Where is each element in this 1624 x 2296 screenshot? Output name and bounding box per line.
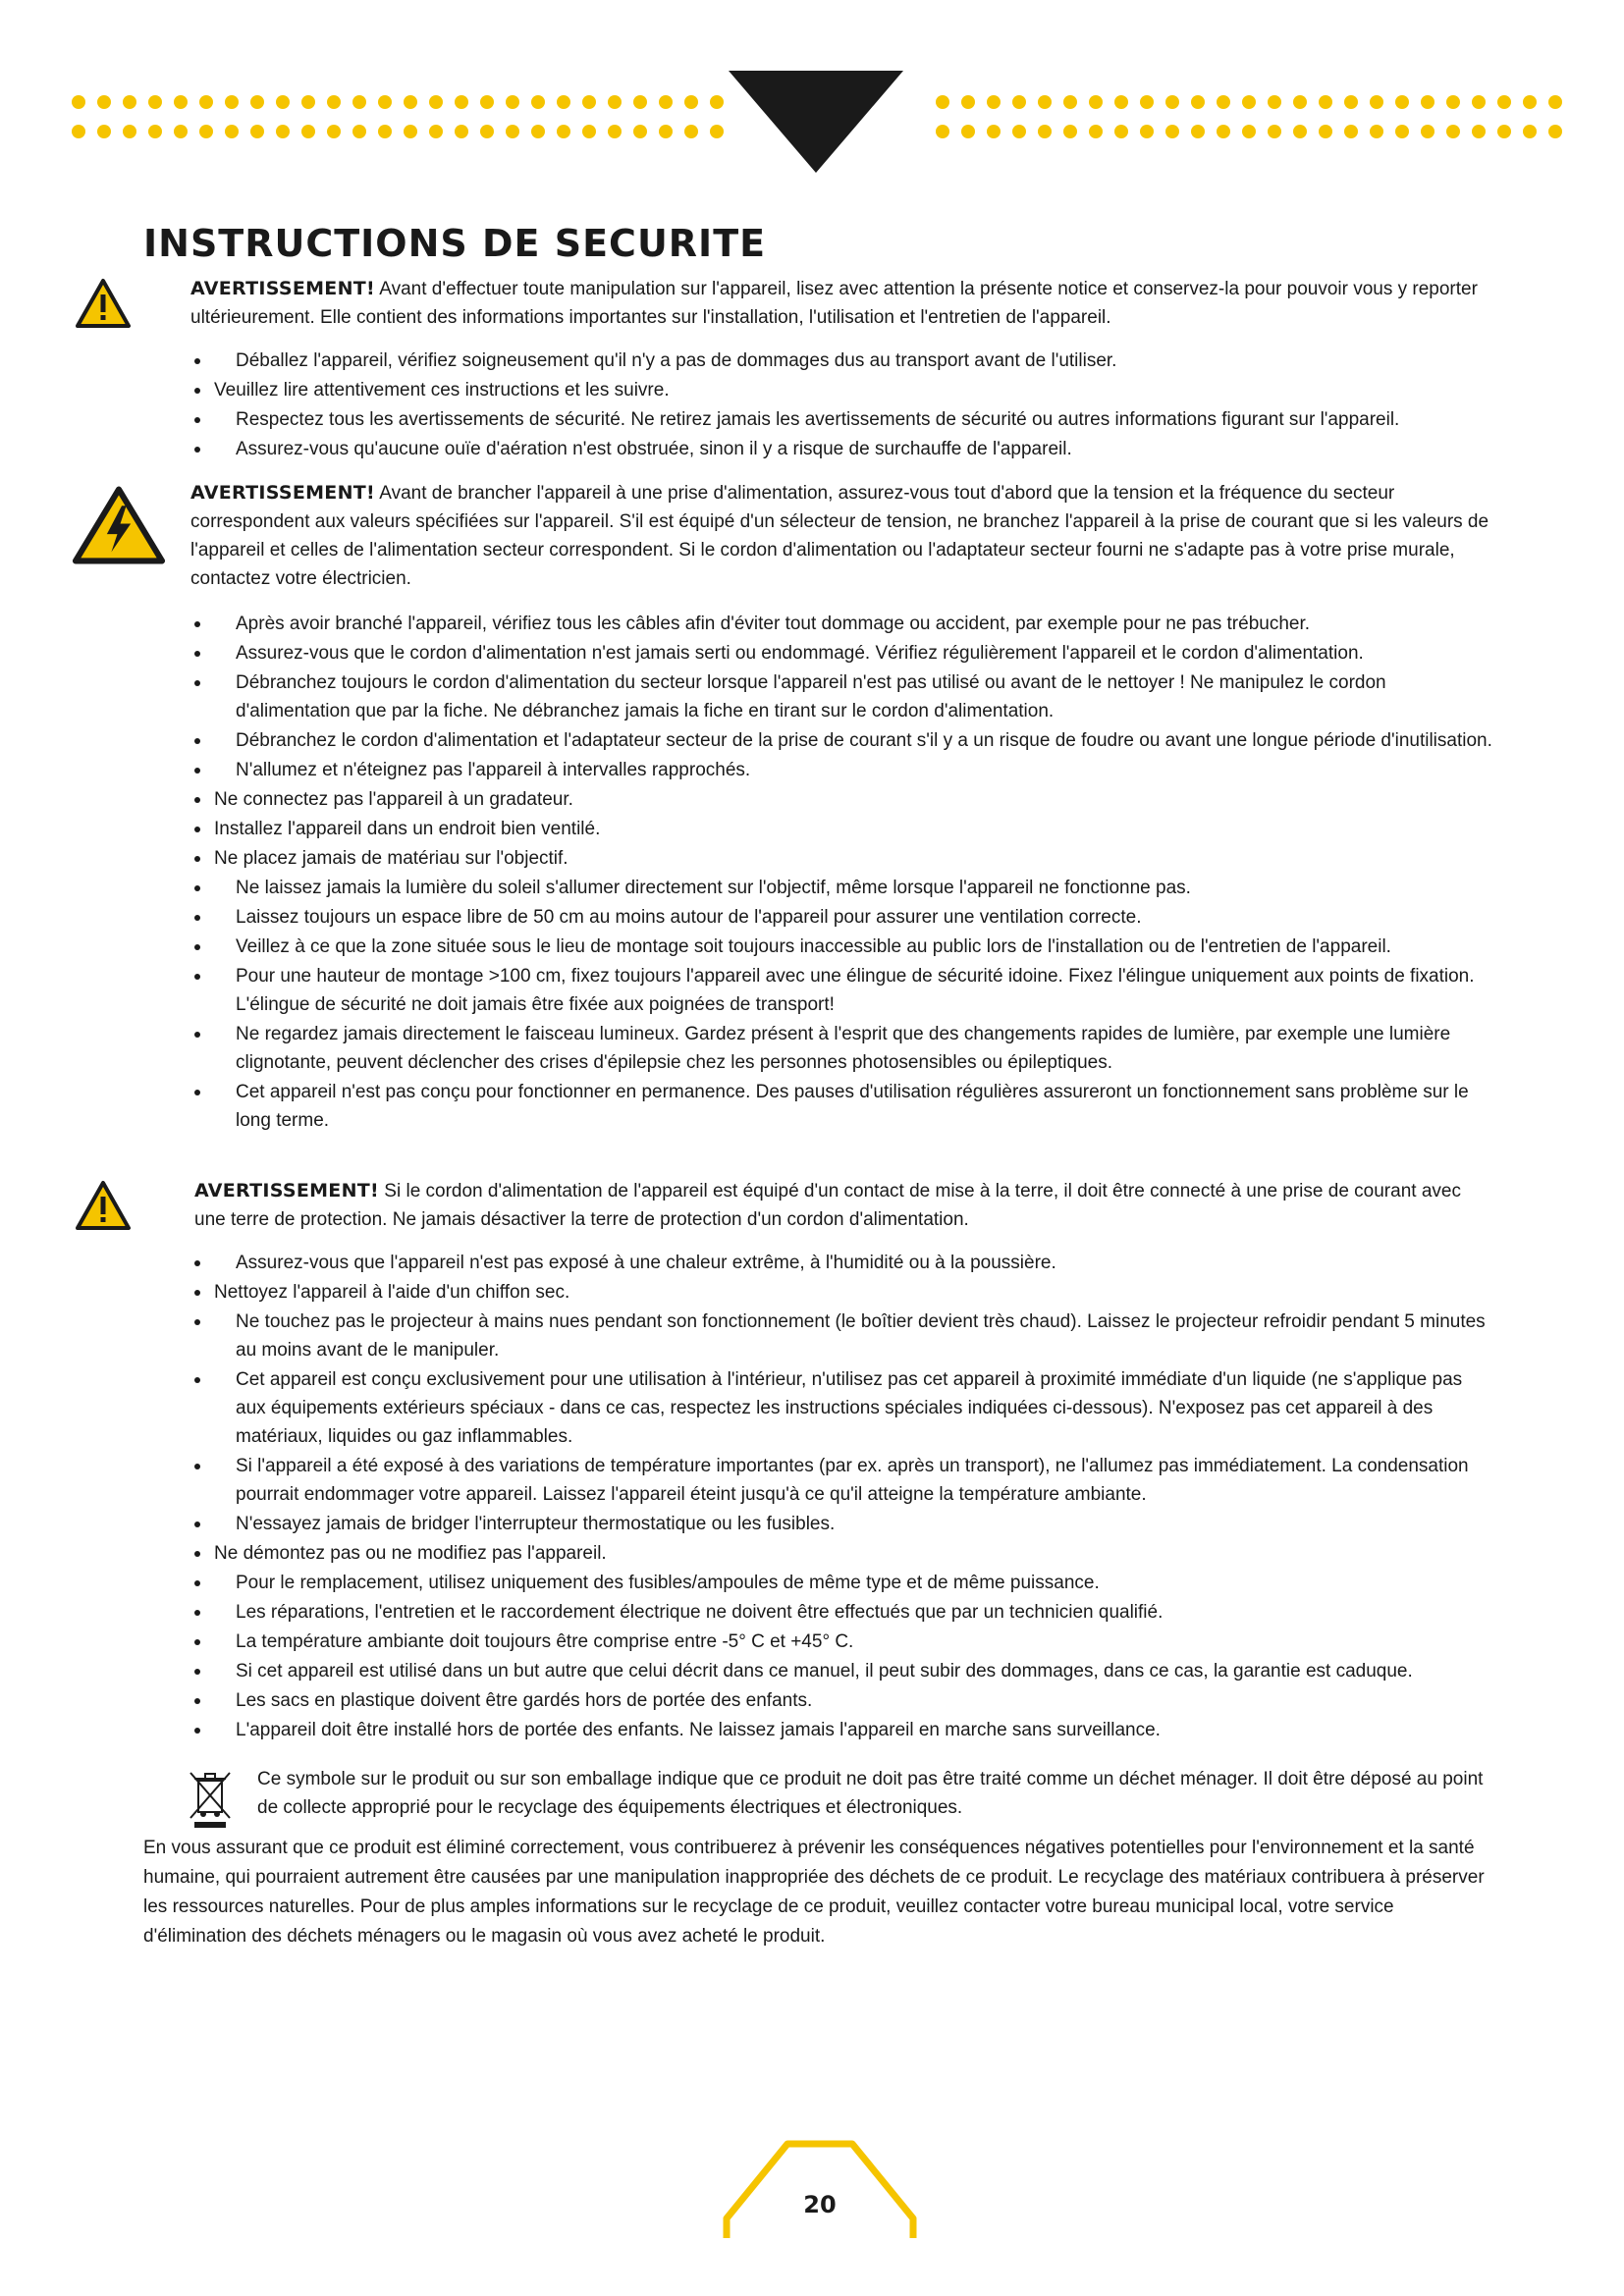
list-item: Respectez tous les avertissements de sécurité. Ne retirez jamais les avertissements de sécurité ou autres informations figurant sur l'appareil.	[190, 405, 1496, 434]
list-item: Veillez à ce que la zone située sous le lieu de montage soit toujours inaccessible au public lors de l'installation ou de l'entretien de l'appareil.	[190, 933, 1496, 961]
footer	[717, 2124, 923, 2242]
list-item: Assurez-vous que l'appareil n'est pas exposé à une chaleur extrême, à l'humidité ou à la poussière.	[190, 1249, 1496, 1277]
list-item: Ne placez jamais de matériau sur l'objectif.	[190, 844, 1496, 873]
warning-text: Avant de brancher l'appareil à une prise d'alimentation, assurez-vous tout d'abord que la tension et la fréquence du secteur correspondent aux valeurs spécifiées sur l'appareil. S'il est équipé d'un sélecteur de tension, ne branchez l'appareil à la prise de courant que si les valeurs de l'appareil et celles de l'alimentation secteur correspondent. Si le cordon d'alimentation ou l'adaptateur secteur fourni ne s'adapte pas à votre prise murale, contactez votre électricien.	[190, 483, 1489, 589]
header-dots-left	[69, 90, 727, 112]
warning-text: Avant d'effectuer toute manipulation sur l'appareil, lisez avec attention la présente notice et conservez-la pour pouvoir vous y reporter ultérieurement. Elle contient des informations importantes sur l'installation, l'utilisation et l'entretien de l'appareil.	[190, 279, 1478, 328]
list-item: Les sacs en plastique doivent être gardés hors de portée des enfants.	[190, 1686, 1496, 1715]
list-item: Pour une hauteur de montage >100 cm, fixez toujours l'appareil avec une élingue de sécurité idoine. Fixez l'élingue uniquement aux points de fixation. L'élingue de sécurité ne doit jamais être fixée aux poignées de transport!	[190, 962, 1496, 1019]
list-item: Ne connectez pas l'appareil à un gradateur.	[190, 785, 1496, 814]
list-item: Si l'appareil a été exposé à des variations de température importantes (par ex. après un transport), ne l'allumez pas immédiatement. La condensation pourrait endommager votre appareil. Laissez l'appareil éteint jusqu'à ce qu'il atteigne la température ambiante.	[190, 1452, 1496, 1509]
list-item: Les réparations, l'entretien et le raccordement électrique ne doivent être effectués que par un technicien qualifié.	[190, 1598, 1496, 1627]
list-item: N'essayez jamais de bridger l'interrupteur thermostatique ou les fusibles.	[190, 1510, 1496, 1538]
list-item: Débranchez toujours le cordon d'alimentation du secteur lorsque l'appareil n'est pas utilisé ou avant de le nettoyer ! Ne manipulez le cordon d'alimentation que par la fiche. Ne débranchez jamais la fiche en tirant sur le cordon d'alimentation.	[190, 668, 1496, 725]
list-item: Veuillez lire attentivement ces instructions et les suivre.	[190, 376, 1496, 404]
warning-electric-icon	[71, 485, 167, 565]
warning-paragraph-3	[194, 1177, 1496, 1234]
list-item: Ne touchez pas le projecteur à mains nues pendant son fonctionnement (le boîtier devient très chaud). Laissez le projecteur refroidir pendant 5 minutes au moins avant de le manipuler.	[190, 1308, 1496, 1364]
list-item: Nettoyez l'appareil à l'aide d'un chiffon sec.	[190, 1278, 1496, 1307]
warning-exclamation-icon	[75, 1165, 132, 1246]
list-item: Cet appareil n'est pas conçu pour fonctionner en permanence. Des pauses d'utilisation régulières assureront un fonctionnement sans problème sur le long terme.	[190, 1078, 1496, 1135]
warning-paragraph-1	[190, 275, 1496, 332]
warning-exclamation-icon	[75, 263, 132, 344]
dots-pattern-icon	[933, 90, 1581, 149]
list-item: Débranchez le cordon d'alimentation et l'adaptateur secteur de la prise de courant s'il y a un risque de foudre ou avant une longue période d'inutilisation.	[190, 726, 1496, 755]
list-item: L'appareil doit être installé hors de portée des enfants. Ne laissez jamais l'appareil en marche sans surveillance.	[190, 1716, 1496, 1744]
page-title: INSTRUCTIONS DE SECURITE	[143, 222, 767, 265]
list-item: N'allumez et n'éteignez pas l'appareil à intervalles rapprochés.	[190, 756, 1496, 784]
list-item: Après avoir branché l'appareil, vérifiez tous les câbles afin d'éviter tout dommage ou accident, par exemple pour ne pas trébucher.	[190, 610, 1496, 638]
list-item: Déballez l'appareil, vérifiez soigneusement qu'il n'y a pas de dommages dus au transport avant de l'utiliser.	[190, 347, 1496, 375]
list-item: Assurez-vous qu'aucune ouïe d'aération n'est obstruée, sinon il y a risque de surchauffe de l'appareil.	[190, 435, 1496, 463]
list-item: Si cet appareil est utilisé dans un but autre que celui décrit dans ce manuel, il peut subir des dommages, dans ce cas, la garantie est caduque.	[190, 1657, 1496, 1685]
warning-paragraph-2	[190, 479, 1496, 593]
page-number: 20	[803, 2191, 837, 2218]
header-dots-right	[933, 90, 1581, 112]
header-triangle-icon	[723, 69, 909, 177]
warning-label: AVERTISSEMENT!	[190, 278, 376, 299]
footer-chevron-icon	[717, 2124, 923, 2242]
crossed-bin-icon	[185, 1767, 236, 1830]
dots-pattern-icon	[69, 90, 727, 149]
list-item: Ne laissez jamais la lumière du soleil s'allumer directement sur l'objectif, même lorsque l'appareil ne fonctionne pas.	[190, 874, 1496, 902]
bullet-list-3	[190, 1249, 1496, 1745]
warning-text: Si le cordon d'alimentation de l'appareil est équipé d'un contact de mise à la terre, il doit être connecté à une prise de courant avec une terre de protection. Ne jamais désactiver la terre de protection d'un cordon d'alimentation.	[194, 1181, 1461, 1230]
list-item: Pour le remplacement, utilisez uniquement des fusibles/ampoules de même type et de même puissance.	[190, 1569, 1496, 1597]
bullet-list-1	[190, 347, 1496, 464]
list-item: Installez l'appareil dans un endroit bien ventilé.	[190, 815, 1496, 843]
list-item: Ne regardez jamais directement le faisceau lumineux. Gardez présent à l'esprit que des changements rapides de lumière, par exemple une lumière clignotante, peuvent déclencher des crises d'épilepsie chez les personnes photosensibles ou épileptiques.	[190, 1020, 1496, 1077]
list-item: Assurez-vous que le cordon d'alimentation n'est jamais serti ou endommagé. Vérifiez régulièrement l'appareil et le cordon d'alimentation.	[190, 639, 1496, 667]
list-item: Laissez toujours un espace libre de 50 cm au moins autour de l'appareil pour assurer une ventilation correcte.	[190, 903, 1496, 932]
bullet-list-2	[190, 610, 1496, 1136]
warning-label: AVERTISSEMENT!	[190, 482, 376, 504]
weee-notice: Ce symbole sur le produit ou sur son emballage indique que ce produit ne doit pas être traité comme un déchet ménager. Il doit être déposé au point de collecte approprié pour le recyclage des équipements électriques et électroniques.	[257, 1769, 1484, 1818]
list-item: La température ambiante doit toujours être comprise entre -5° C et +45° C.	[190, 1628, 1496, 1656]
warning-label: AVERTISSEMENT!	[194, 1180, 380, 1201]
list-item: Ne démontez pas ou ne modifiez pas l'appareil.	[190, 1539, 1496, 1568]
list-item: Cet appareil est conçu exclusivement pour une utilisation à l'intérieur, n'utilisez pas cet appareil à proximité immédiate d'un liquide (ne s'applique pas aux équipements extérieurs spéciaux - dans ce cas, respectez les instructions spéciales indiquées ci-dessous). N'exposez pas cet appareil à des matériaux, liquides ou gaz inflammables.	[190, 1365, 1496, 1451]
recycling-paragraph: En vous assurant que ce produit est éliminé correctement, vous contribuerez à prévenir les conséquences négatives potentielles pour l'environnement et la santé humaine, qui pourraient autrement être causées par une manipulation inappropriée des déchets de ce produit. Le recyclage des matériaux contribuera à préserver les ressources naturelles. Pour de plus amples informations sur le recyclage de ce produit, veuillez contacter votre bureau municipal local, votre service d'élimination des déchets ménagers ou le magasin où vous avez acheté le produit.	[143, 1838, 1485, 1947]
